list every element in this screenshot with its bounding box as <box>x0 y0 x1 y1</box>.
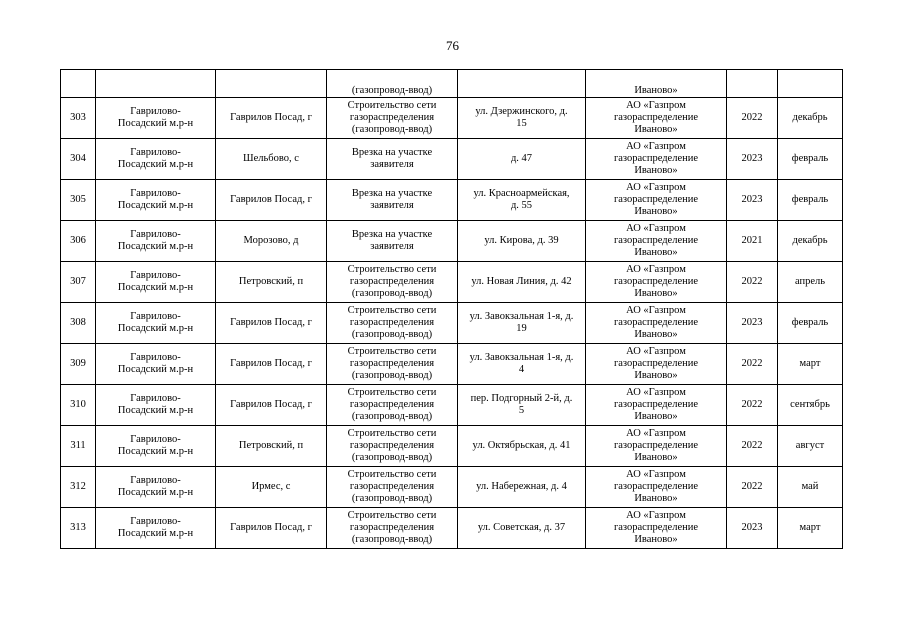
cell-district: Гаврилово- Посадский м.р-н <box>96 508 216 549</box>
cell-work: Врезка на участке заявителя <box>327 221 458 262</box>
table-row <box>61 385 843 426</box>
cell-month: март <box>778 344 843 385</box>
cell-month: декабрь <box>778 221 843 262</box>
cell-address: ул. Красноармейская, д. 55 <box>458 180 586 221</box>
cell-month: март <box>778 508 843 549</box>
cell-address: ул. Завокзальная 1-я, д. 4 <box>458 344 586 385</box>
cell-district: Гаврилово- Посадский м.р-н <box>96 180 216 221</box>
cell-org: Иваново» <box>586 70 727 98</box>
cell-year: 2022 <box>727 467 778 508</box>
continuation-row <box>61 70 843 98</box>
table-row <box>61 467 843 508</box>
cell-address: пер. Подгорный 2-й, д. 5 <box>458 385 586 426</box>
cell-year: 2022 <box>727 385 778 426</box>
cell-locality: Гаврилов Посад, г <box>216 98 327 139</box>
cell-district: Гаврилово- Посадский м.р-н <box>96 426 216 467</box>
cell-district <box>96 70 216 98</box>
cell-year: 2023 <box>727 180 778 221</box>
cell-num: 307 <box>61 262 96 303</box>
cell-org: АО «Газпром газораспределение Иваново» <box>586 262 727 303</box>
cell-district: Гаврилово- Посадский м.р-н <box>96 98 216 139</box>
cell-num: 306 <box>61 221 96 262</box>
cell-org: АО «Газпром газораспределение Иваново» <box>586 180 727 221</box>
cell-district: Гаврилово- Посадский м.р-н <box>96 262 216 303</box>
cell-address: д. 47 <box>458 139 586 180</box>
cell-address: ул. Завокзальная 1-я, д. 19 <box>458 303 586 344</box>
cell-year: 2023 <box>727 139 778 180</box>
table-row <box>61 262 843 303</box>
cell-work: Строительство сети газораспределения (газопровод-ввод) <box>327 303 458 344</box>
cell-num: 313 <box>61 508 96 549</box>
cell-month: февраль <box>778 139 843 180</box>
table-row <box>61 303 843 344</box>
cell-work: Строительство сети газораспределения (газопровод-ввод) <box>327 344 458 385</box>
cell-year: 2022 <box>727 98 778 139</box>
cell-work: (газопровод-ввод) <box>327 70 458 98</box>
cell-address: ул. Новая Линия, д. 42 <box>458 262 586 303</box>
cell-locality: Гаврилов Посад, г <box>216 180 327 221</box>
cell-work: Строительство сети газораспределения (газопровод-ввод) <box>327 262 458 303</box>
cell-locality: Гаврилов Посад, г <box>216 385 327 426</box>
cell-district: Гаврилово- Посадский м.р-н <box>96 139 216 180</box>
cell-locality: Гаврилов Посад, г <box>216 508 327 549</box>
cell-district: Гаврилово- Посадский м.р-н <box>96 221 216 262</box>
cell-org: АО «Газпром газораспределение Иваново» <box>586 98 727 139</box>
cell-org: АО «Газпром газораспределение Иваново» <box>586 508 727 549</box>
cell-month: август <box>778 426 843 467</box>
cell-year: 2022 <box>727 344 778 385</box>
cell-locality: Петровский, п <box>216 262 327 303</box>
cell-work: Строительство сети газораспределения (газопровод-ввод) <box>327 426 458 467</box>
cell-locality: Гаврилов Посад, г <box>216 344 327 385</box>
cell-num: 310 <box>61 385 96 426</box>
cell-num: 309 <box>61 344 96 385</box>
cell-locality: Морозово, д <box>216 221 327 262</box>
cell-num: 305 <box>61 180 96 221</box>
table-row <box>61 508 843 549</box>
table-row <box>61 180 843 221</box>
cell-address: ул. Советская, д. 37 <box>458 508 586 549</box>
cell-month: февраль <box>778 180 843 221</box>
cell-locality <box>216 70 327 98</box>
cell-work: Строительство сети газораспределения (газопровод-ввод) <box>327 467 458 508</box>
table-row <box>61 426 843 467</box>
cell-num: 304 <box>61 139 96 180</box>
cell-year: 2023 <box>727 508 778 549</box>
cell-district: Гаврилово- Посадский м.р-н <box>96 467 216 508</box>
cell-year <box>727 70 778 98</box>
cell-locality: Шельбово, с <box>216 139 327 180</box>
cell-org: АО «Газпром газораспределение Иваново» <box>586 303 727 344</box>
cell-month: апрель <box>778 262 843 303</box>
cell-work: Строительство сети газораспределения (газопровод-ввод) <box>327 98 458 139</box>
table-row <box>61 344 843 385</box>
cell-org: АО «Газпром газораспределение Иваново» <box>586 385 727 426</box>
table-row <box>61 98 843 139</box>
cell-address: ул. Октябрьская, д. 41 <box>458 426 586 467</box>
cell-num: 311 <box>61 426 96 467</box>
cell-org: АО «Газпром газораспределение Иваново» <box>586 344 727 385</box>
cell-year: 2023 <box>727 303 778 344</box>
cell-address: ул. Кирова, д. 39 <box>458 221 586 262</box>
cell-num: 312 <box>61 467 96 508</box>
cell-work: Строительство сети газораспределения (газопровод-ввод) <box>327 508 458 549</box>
cell-year: 2022 <box>727 426 778 467</box>
cell-work: Врезка на участке заявителя <box>327 139 458 180</box>
cell-district: Гаврилово- Посадский м.р-н <box>96 385 216 426</box>
cell-address <box>458 70 586 98</box>
cell-month: декабрь <box>778 98 843 139</box>
cell-address: ул. Дзержинского, д. 15 <box>458 98 586 139</box>
cell-district: Гаврилово- Посадский м.р-н <box>96 303 216 344</box>
cell-month: май <box>778 467 843 508</box>
cell-org: АО «Газпром газораспределение Иваново» <box>586 221 727 262</box>
page-number: 76 <box>446 38 459 53</box>
cell-locality: Гаврилов Посад, г <box>216 303 327 344</box>
cell-org: АО «Газпром газораспределение Иваново» <box>586 426 727 467</box>
cell-year: 2021 <box>727 221 778 262</box>
gas-connection-table <box>60 69 843 549</box>
cell-district: Гаврилово- Посадский м.р-н <box>96 344 216 385</box>
cell-month: сентябрь <box>778 385 843 426</box>
cell-locality: Петровский, п <box>216 426 327 467</box>
cell-year: 2022 <box>727 262 778 303</box>
cell-num: 303 <box>61 98 96 139</box>
cell-address: ул. Набережная, д. 4 <box>458 467 586 508</box>
table-row <box>61 221 843 262</box>
cell-work: Врезка на участке заявителя <box>327 180 458 221</box>
cell-num: 308 <box>61 303 96 344</box>
table-row <box>61 139 843 180</box>
cell-org: АО «Газпром газораспределение Иваново» <box>586 467 727 508</box>
table-body <box>61 98 843 549</box>
cell-work: Строительство сети газораспределения (газопровод-ввод) <box>327 385 458 426</box>
cell-num <box>61 70 96 98</box>
cell-locality: Ирмес, с <box>216 467 327 508</box>
cell-month <box>778 70 843 98</box>
cell-org: АО «Газпром газораспределение Иваново» <box>586 139 727 180</box>
cell-month: февраль <box>778 303 843 344</box>
